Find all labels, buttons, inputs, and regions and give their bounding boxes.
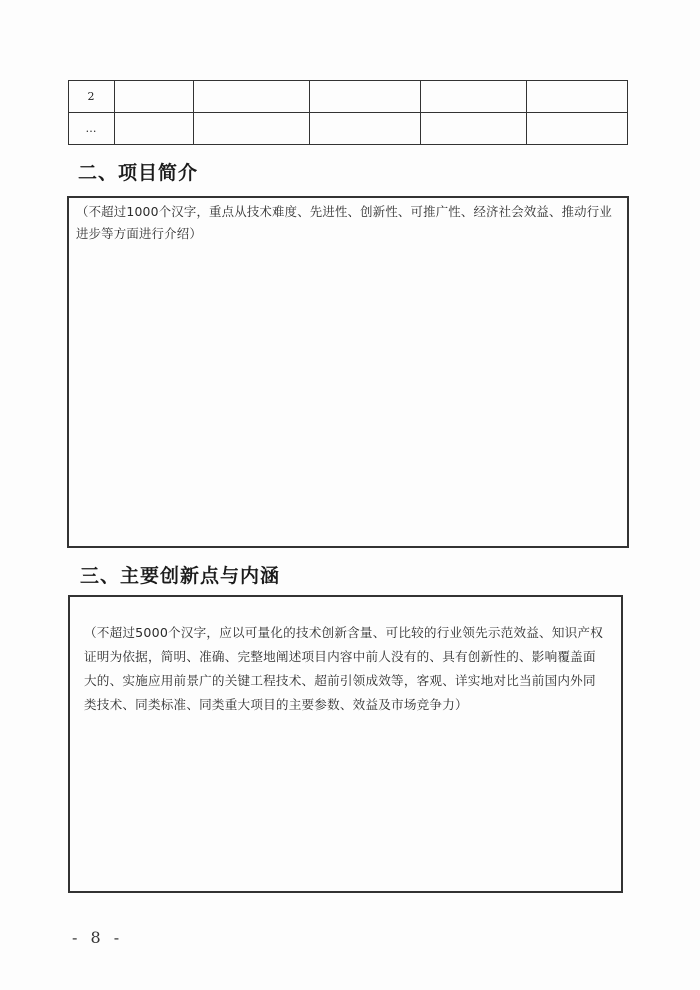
table-cell bbox=[194, 113, 310, 145]
table-cell bbox=[527, 113, 628, 145]
table-cell bbox=[115, 81, 194, 113]
table-row bbox=[69, 81, 628, 113]
table-cell bbox=[421, 81, 527, 113]
project-table bbox=[68, 80, 628, 145]
section-heading-innovation: 三、主要创新点与内涵 bbox=[80, 565, 281, 587]
innovation-box bbox=[68, 595, 623, 893]
table-cell bbox=[194, 81, 310, 113]
project-intro-instructions: （不超过1000个汉字，重点从技术难度、先进性、创新性、可推广性、经济社会效益、推动行业进步等方面进行介绍） bbox=[76, 204, 612, 241]
table-cell bbox=[310, 113, 421, 145]
page-number: - 8 - bbox=[72, 928, 124, 947]
row-index: 2 bbox=[69, 81, 115, 113]
table-row bbox=[69, 113, 628, 145]
project-intro-box bbox=[67, 196, 629, 548]
row-index: … bbox=[69, 113, 115, 145]
table-cell bbox=[115, 113, 194, 145]
table-cell bbox=[421, 113, 527, 145]
table-cell bbox=[527, 81, 628, 113]
innovation-instructions: （不超过5000个汉字，应以可量化的技术创新含量、可比较的行业领先示范效益、知识产权证明为依据，简明、准确、完整地阐述项目内容中前人没有的、具有创新性的、影响覆盖面大的、实施应用前景广的关键工程技术、超前引领成效等，客观、详实地对比当前国内外同类技术、同类标准、同类重大项目的主要参数、效益及市场竞争力） bbox=[84, 625, 604, 712]
section-heading-project-intro: 二、项目简介 bbox=[78, 162, 199, 184]
table-cell bbox=[310, 81, 421, 113]
